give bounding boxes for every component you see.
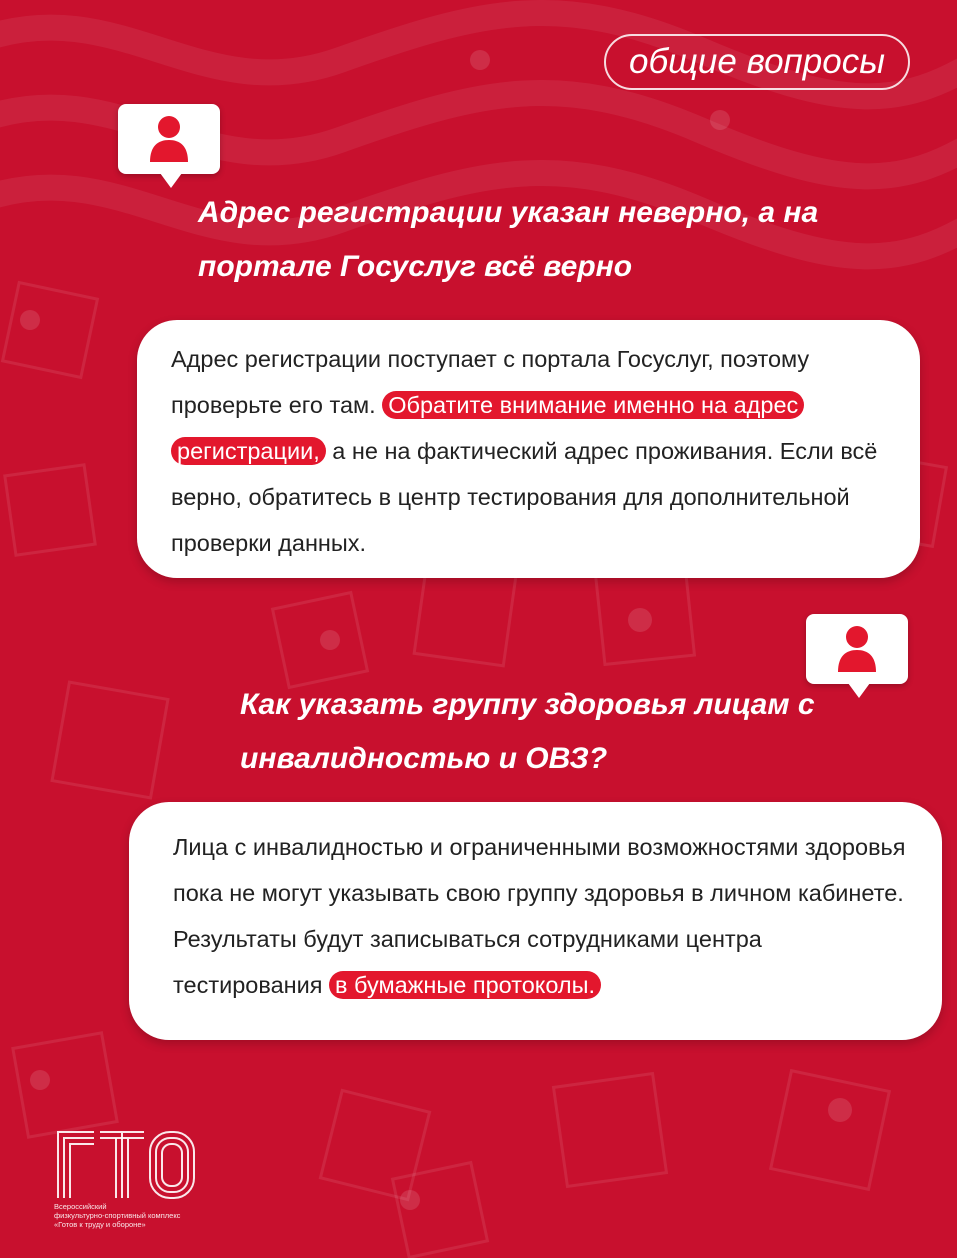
- answer-highlight: Обратите внимание именно на адрес регистрации,: [171, 391, 804, 465]
- answer-highlight: в бумажные протоколы.: [329, 971, 601, 999]
- question-heading: Как указать группу здоровья лицам с инвалидностью и ОВЗ?: [240, 688, 815, 775]
- answer-text-plain: а не на фактический адрес проживания. Если всё верно, обратитесь в центр тестирования для дополнительной проверки данных.: [171, 438, 878, 556]
- logo-caption: [54, 1202, 180, 1229]
- answer-text: [173, 824, 914, 1008]
- logo-caption-line: физкультурно-спортивный комплекс: [54, 1211, 181, 1220]
- question-heading: Адрес регистрации указан неверно, а на портале Госуслуг всё верно: [198, 196, 819, 283]
- question-avatar: [806, 614, 908, 684]
- answer-text: [171, 336, 886, 566]
- user-icon: [148, 114, 190, 162]
- logo-caption-line: Всероссийский: [54, 1202, 107, 1211]
- answer-card: [129, 802, 942, 1040]
- question-avatar: [118, 104, 220, 174]
- logo-caption-line: «Готов к труду и обороне»: [54, 1220, 146, 1229]
- topic-tag: общие вопросы: [604, 34, 910, 90]
- answer-card: [137, 320, 920, 578]
- answer-text-plain: Адрес регистрации поступает с портала Госуслуг, поэтому проверьте его там.: [171, 346, 810, 418]
- answer-text-plain: Лица с инвалидностью и ограниченными возможностями здоровья пока не могут указывать свою группу здоровья в личном кабинете. Результаты будут записываться сотрудниками центра тестирования: [173, 834, 906, 998]
- user-icon: [836, 624, 878, 672]
